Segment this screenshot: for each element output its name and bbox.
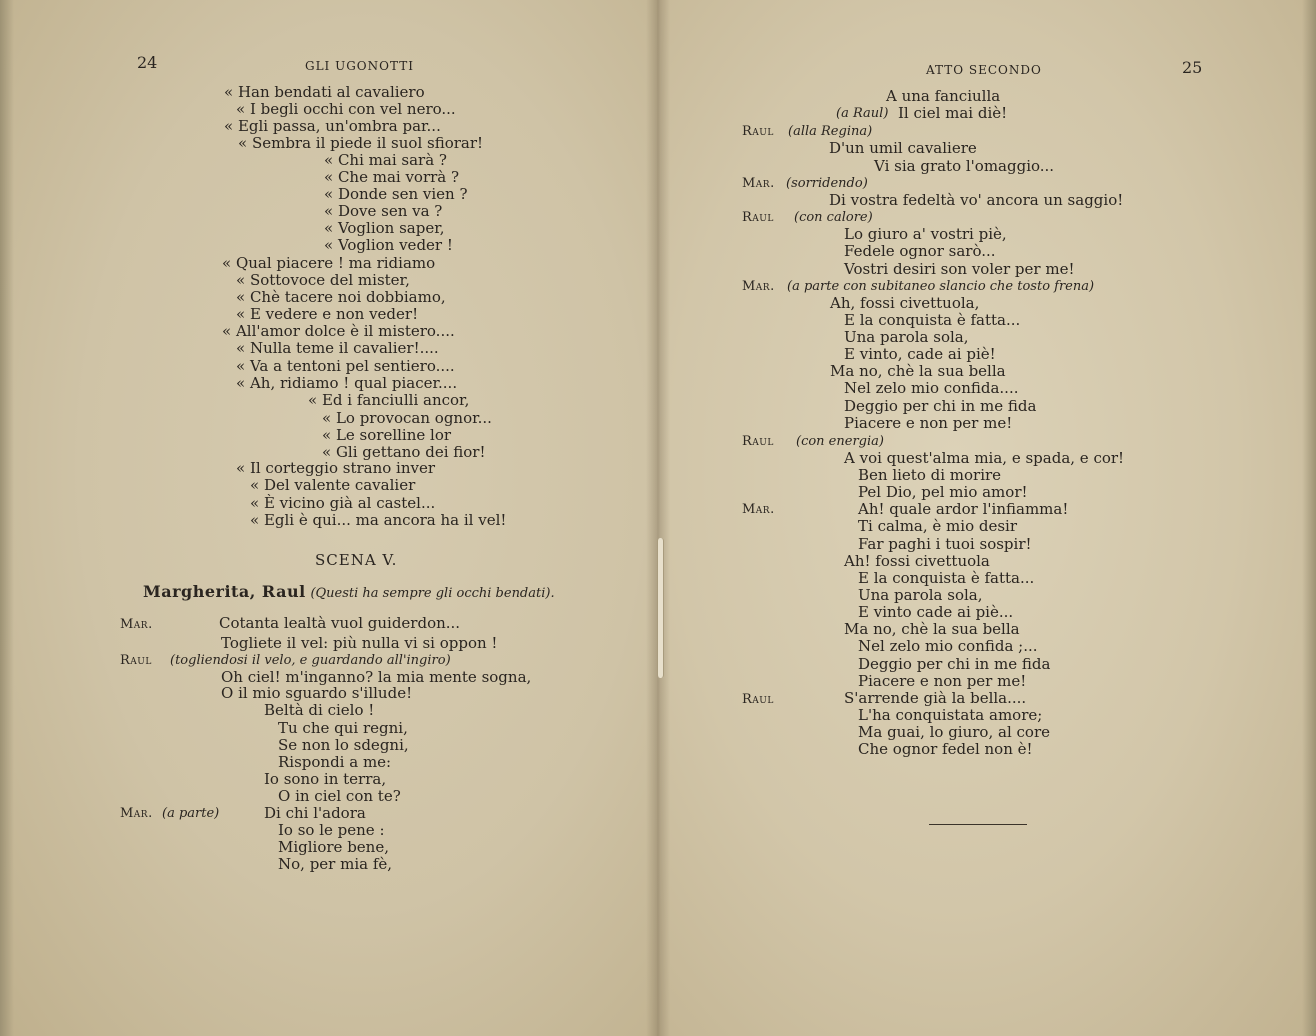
dialogue-line: Che ognor fedel non è! xyxy=(858,740,1033,758)
page-number: 24 xyxy=(137,53,158,72)
dialogue-line: S'arrende già la bella.... xyxy=(844,689,1027,707)
verse-line: « Qual piacere ! ma ridiamo xyxy=(222,254,436,272)
dialogue-line: E la conquista è fatta... xyxy=(844,311,1021,329)
verse-line: « Voglion saper, xyxy=(324,219,445,237)
verse-line: « I begli occhi con vel nero... xyxy=(236,100,456,118)
stage-direction: (a Raul) xyxy=(836,106,889,121)
dialogue-line: Una parola sola, xyxy=(844,328,969,346)
verse-line: « Ed i fanciulli ancor, xyxy=(308,391,470,409)
verse-line: « All'amor dolce è il mistero.... xyxy=(222,322,455,340)
dialogue-line: Lo giuro a' vostri piè, xyxy=(844,225,1007,243)
verse-line: « Chi mai sarà ? xyxy=(324,151,447,169)
speaker-label: Raul xyxy=(742,692,774,707)
dialogue-line: Vostri desiri son voler per me! xyxy=(844,260,1075,278)
dialogue-line: O in ciel con te? xyxy=(278,787,401,805)
end-rule xyxy=(929,824,1027,825)
verse-line: « Egli passa, un'ombra par... xyxy=(224,117,441,135)
verse-line: « Egli è qui... ma ancora ha il vel! xyxy=(250,511,507,529)
page-edge-right xyxy=(1302,0,1316,1036)
dialogue-line: E vinto, cade ai piè! xyxy=(844,345,996,363)
verse-line: « Che mai vorrà ? xyxy=(324,168,460,186)
verse-line: « Le sorelline lor xyxy=(322,426,452,444)
dialogue-line: Il ciel mai diè! xyxy=(898,104,1008,122)
verse-line: « Il corteggio strano inver xyxy=(236,459,436,477)
book-gutter xyxy=(646,0,670,1036)
verse-line: « Nulla teme il cavalier!.... xyxy=(236,339,439,357)
dialogue-line: Di vostra fedeltà vo' ancora un saggio! xyxy=(829,191,1124,209)
dialogue-line: Se non lo sdegni, xyxy=(278,736,409,754)
dialogue-line: Piacere e non per me! xyxy=(844,414,1013,432)
stage-direction: (alla Regina) xyxy=(788,124,873,139)
dialogue-line: Tu che qui regni, xyxy=(278,719,408,737)
dialogue-line: L'ha conquistata amore; xyxy=(858,706,1043,724)
dialogue-line: O il mio sguardo s'illude! xyxy=(221,684,413,702)
stage-direction: (Questi ha sempre gli occhi bendati). xyxy=(310,586,555,601)
verse-line: « E vedere e non veder! xyxy=(236,305,419,323)
dialogue-line: Ma no, chè la sua bella xyxy=(844,620,1020,638)
scene-title: SCENA V. xyxy=(315,551,398,569)
dialogue-line: D'un umil cavaliere xyxy=(829,139,977,157)
dialogue-line: Ah! quale ardor l'infiamma! xyxy=(858,500,1069,518)
dialogue-line: A una fanciulla xyxy=(886,87,1001,105)
dialogue-line: Deggio per chi in me fida xyxy=(844,397,1037,415)
dialogue-line: A voi quest'alma mia, e spada, e cor! xyxy=(844,449,1125,467)
dialogue-line: Ma no, chè la sua bella xyxy=(830,362,1006,380)
dialogue-line: Io so le pene : xyxy=(278,821,385,839)
dialogue-line: Ah, fossi civettuola, xyxy=(830,294,980,312)
dialogue-line: Ah! fossi civettuola xyxy=(844,552,990,570)
verse-line: « Sembra il piede il suol sfiorar! xyxy=(238,134,484,152)
dialogue-line: Ben lieto di morire xyxy=(858,466,1002,484)
dialogue-line: Una parola sola, xyxy=(858,586,983,604)
speaker-label: Raul xyxy=(742,124,774,139)
dialogue-line: Cotanta lealtà vuol guiderdon... xyxy=(219,614,461,632)
dialogue-line: Far paghi i tuoi sospir! xyxy=(858,535,1032,553)
verse-line: « Sottovoce del mister, xyxy=(236,271,410,289)
scene-characters: Margherita, Raul xyxy=(143,582,306,601)
verse-line: « Han bendati al cavaliero xyxy=(224,83,425,101)
verse-line: « Donde sen vien ? xyxy=(324,185,468,203)
speaker-label: Mar. xyxy=(742,502,775,517)
verse-line: « Gli gettano dei fior! xyxy=(322,443,486,461)
dialogue-line: Togliete il vel: più nulla vi si oppon ! xyxy=(221,634,498,652)
page-edge-left xyxy=(0,0,14,1036)
page-number: 25 xyxy=(1182,58,1203,77)
running-head: GLI UGONOTTI xyxy=(305,59,414,73)
speaker-label: Raul xyxy=(742,434,774,449)
scene-heading xyxy=(143,583,555,602)
verse-line: « Voglion veder ! xyxy=(324,236,453,254)
right-page xyxy=(658,0,1316,1036)
verse-line: « Ah, ridiamo ! qual piacer.... xyxy=(236,374,458,392)
stage-direction: (con energia) xyxy=(796,434,884,449)
stage-direction: (con calore) xyxy=(794,210,873,225)
speaker-label: Raul xyxy=(742,210,774,225)
stage-direction: (sorridendo) xyxy=(786,176,868,191)
dialogue-line: Beltà di cielo ! xyxy=(264,701,375,719)
dialogue-line: Fedele ognor sarò... xyxy=(844,242,996,260)
verse-line: « Lo provocan ognor... xyxy=(322,409,492,427)
dialogue-line: Vi sia grato l'omaggio... xyxy=(874,157,1055,175)
dialogue-line: Pel Dio, pel mio amor! xyxy=(858,483,1028,501)
verse-line: « Dove sen va ? xyxy=(324,202,443,220)
dialogue-line: E vinto cade ai piè... xyxy=(858,603,1014,621)
dialogue-line: Migliore bene, xyxy=(278,838,389,856)
dialogue-line: Ti calma, è mio desir xyxy=(858,517,1018,535)
verse-line: « Va a tentoni pel sentiero.... xyxy=(236,357,455,375)
dialogue-line: E la conquista è fatta... xyxy=(858,569,1035,587)
speaker-label: Mar. xyxy=(120,617,153,632)
speaker-label: Mar. xyxy=(742,279,775,294)
dialogue-line: Ma guai, lo giuro, al core xyxy=(858,723,1050,741)
verse-line: « È vicino già al castel... xyxy=(250,494,436,512)
dialogue-line: Oh ciel! m'inganno? la mia mente sogna, xyxy=(221,668,532,686)
dialogue-line: Deggio per chi in me fida xyxy=(858,655,1051,673)
dialogue-line: No, per mia fè, xyxy=(278,855,393,873)
speaker-label: Raul xyxy=(120,653,152,668)
speaker-label: Mar. xyxy=(742,176,775,191)
dialogue-line: Nel zelo mio confida.... xyxy=(844,379,1019,397)
verse-line: « Del valente cavalier xyxy=(250,476,416,494)
speaker-label: Mar. xyxy=(120,806,153,821)
stage-direction: (a parte con subitaneo slancio che tosto frena) xyxy=(787,279,1095,294)
stage-direction: (togliendosi il velo, e guardando all'ingiro) xyxy=(170,653,451,668)
verse-line: « Chè tacere noi dobbiamo, xyxy=(236,288,446,306)
dialogue-line: Nel zelo mio confida ;... xyxy=(858,637,1038,655)
binding-thread xyxy=(657,538,664,678)
dialogue-line: Rispondi a me: xyxy=(278,753,392,771)
running-head: ATTO SECONDO xyxy=(926,63,1042,77)
dialogue-line: Di chi l'adora xyxy=(264,804,366,822)
dialogue-line: Piacere e non per me! xyxy=(858,672,1027,690)
dialogue-line: Io sono in terra, xyxy=(264,770,387,788)
stage-direction: (a parte) xyxy=(162,806,220,821)
